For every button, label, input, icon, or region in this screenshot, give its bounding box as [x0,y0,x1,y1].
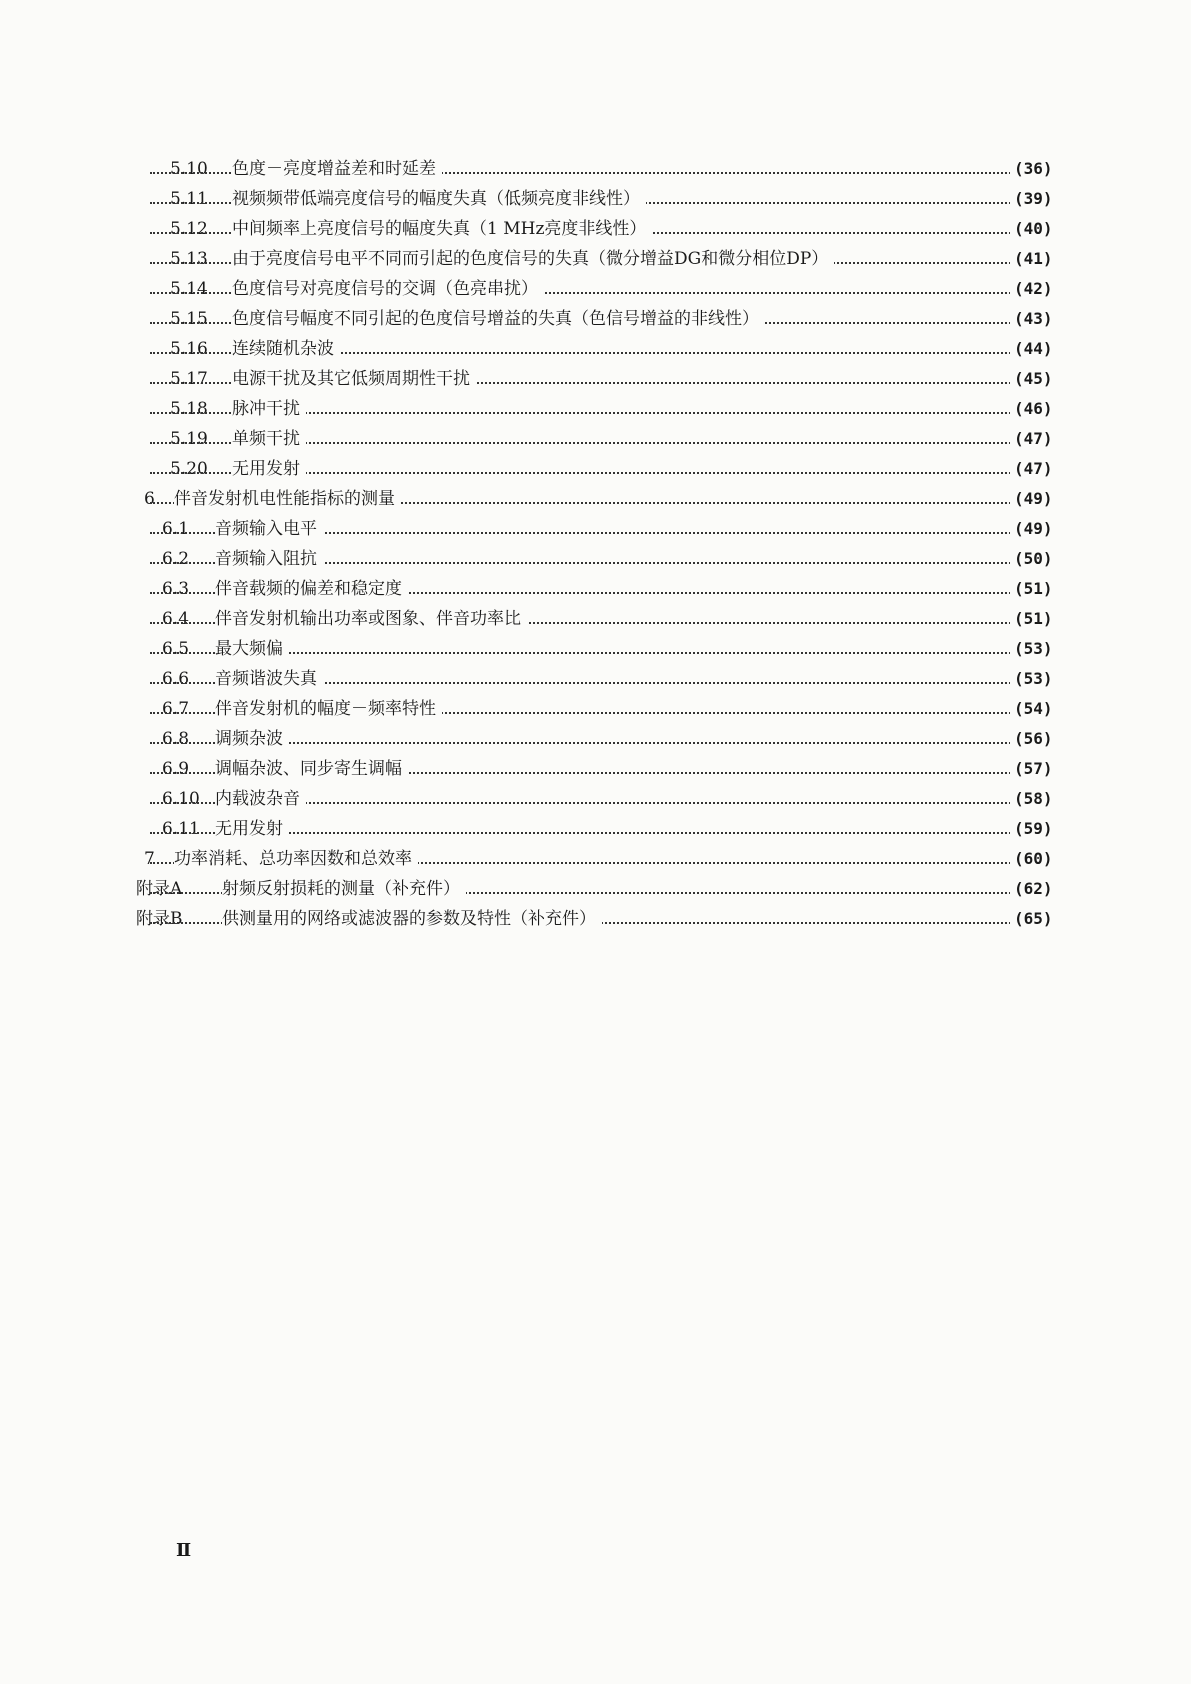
table-of-contents [0,154,1191,934]
toc-entry-page: (58) [1010,784,1066,814]
toc-entry [0,394,1191,424]
toc-entry [0,334,1191,364]
toc-entry-page: (50) [1010,544,1066,574]
toc-entry-number: 6.7 [162,699,190,719]
toc-entry-title: 脉冲干扰 [232,394,306,424]
toc-entry-title: 由于亮度信号电平不同而引起的色度信号的失真（微分增益DG和微分相位DP） [232,244,834,274]
toc-entry-number: 5.15 [170,309,208,329]
toc-entry-page: (51) [1010,604,1066,634]
toc-entry-number: 6 [144,489,155,509]
toc-entry-number: 7 [144,849,155,869]
toc-entry-title: 连续随机杂波 [232,334,340,364]
toc-entry-number: 5.13 [170,249,208,269]
toc-entry-title: 伴音发射机的幅度－频率特性 [215,694,442,724]
toc-entry-title: 无用发射 [232,454,306,484]
page-number: Ⅱ [176,1540,192,1561]
toc-entry-page: (53) [1010,664,1066,694]
toc-entry-title: 射频反射损耗的测量（补充件） [222,874,466,904]
toc-entry-page: (44) [1010,334,1066,364]
toc-entry-number: 5.16 [170,339,208,359]
toc-entry-title: 色度－亮度增益差和时延差 [232,154,442,184]
toc-entry-title: 单频干扰 [232,424,306,454]
toc-entry [0,874,1191,904]
toc-entry [0,604,1191,634]
toc-entry-page: (43) [1010,304,1066,334]
toc-entry-title: 调幅杂波、同步寄生调幅 [215,754,408,784]
toc-entry-number: 6.9 [162,759,190,779]
toc-entry-page: (54) [1010,694,1066,724]
toc-entry-title: 伴音发射机电性能指标的测量 [174,484,401,514]
toc-entry [0,184,1191,214]
toc-entry [0,214,1191,244]
toc-entry [0,244,1191,274]
toc-entry-page: (56) [1010,724,1066,754]
toc-entry-number: 附录A [136,879,183,899]
toc-entry-number: 6.1 [162,519,190,539]
toc-entry-title: 视频频带低端亮度信号的幅度失真（低频亮度非线性） [232,184,646,214]
toc-entry-title: 最大频偏 [215,634,289,664]
toc-entry-title: 音频输入阻抗 [215,544,323,574]
toc-entry-title: 伴音发射机输出功率或图象、伴音功率比 [215,604,527,634]
toc-entry [0,844,1191,874]
toc-entry-page: (36) [1010,154,1066,184]
toc-entry-title: 电源干扰及其它低频周期性干扰 [232,364,476,394]
toc-entry-page: (46) [1010,394,1066,424]
toc-entry-number: 6.10 [162,789,200,809]
toc-entry-number: 6.4 [162,609,190,629]
toc-entry-page: (47) [1010,424,1066,454]
toc-entry-page: (47) [1010,454,1066,484]
toc-entry [0,664,1191,694]
toc-entry [0,304,1191,334]
toc-entry-title: 内载波杂音 [215,784,306,814]
toc-entry-title: 色度信号幅度不同引起的色度信号增益的失真（色信号增益的非线性） [232,304,765,334]
toc-entry-number: 6.2 [162,549,190,569]
toc-entry [0,784,1191,814]
toc-entry-number: 5.10 [170,159,208,179]
toc-entry-page: (51) [1010,574,1066,604]
toc-entry-page: (53) [1010,634,1066,664]
toc-entry-number: 5.14 [170,279,208,299]
toc-entry [0,814,1191,844]
toc-entry-page: (45) [1010,364,1066,394]
toc-entry-title: 伴音载频的偏差和稳定度 [215,574,408,604]
toc-entry [0,364,1191,394]
toc-entry-page: (49) [1010,514,1066,544]
toc-entry-page: (65) [1010,904,1066,934]
toc-entry-page: (41) [1010,244,1066,274]
toc-entry-page: (42) [1010,274,1066,304]
toc-entry [0,454,1191,484]
toc-entry-title: 色度信号对亮度信号的交调（色亮串扰） [232,274,544,304]
toc-entry [0,904,1191,934]
toc-entry [0,514,1191,544]
toc-entry-number: 附录B [136,909,183,929]
toc-entry-number: 6.3 [162,579,190,599]
toc-entry-page: (49) [1010,484,1066,514]
toc-entry [0,484,1191,514]
toc-entry-number: 5.12 [170,219,208,239]
toc-entry-number: 5.11 [170,189,208,209]
toc-entry-page: (57) [1010,754,1066,784]
toc-entry [0,544,1191,574]
toc-entry-number: 5.17 [170,369,208,389]
toc-entry [0,274,1191,304]
toc-entry-title: 音频谐波失真 [215,664,323,694]
toc-entry [0,424,1191,454]
toc-entry-page: (40) [1010,214,1066,244]
toc-entry [0,154,1191,184]
toc-entry-number: 5.18 [170,399,208,419]
toc-entry-title: 音频输入电平 [215,514,323,544]
toc-entry-number: 5.19 [170,429,208,449]
toc-entry-page: (62) [1010,874,1066,904]
toc-entry-title: 中间频率上亮度信号的幅度失真（1 MHz亮度非线性） [232,214,652,244]
toc-entry-number: 6.5 [162,639,190,659]
toc-entry [0,574,1191,604]
toc-entry-number: 5.20 [170,459,208,479]
toc-entry-number: 6.8 [162,729,190,749]
toc-entry-number: 6.6 [162,669,190,689]
toc-entry [0,694,1191,724]
toc-entry-title: 调频杂波 [215,724,289,754]
toc-entry-title: 供测量用的网络或滤波器的参数及特性（补充件） [222,904,602,934]
toc-entry-page: (39) [1010,184,1066,214]
toc-entry-title: 无用发射 [215,814,289,844]
toc-entry-number: 6.11 [162,819,200,839]
toc-entry-title: 功率消耗、总功率因数和总效率 [174,844,418,874]
toc-entry-page: (59) [1010,814,1066,844]
toc-entry-page: (60) [1010,844,1066,874]
toc-entry [0,754,1191,784]
toc-entry [0,634,1191,664]
toc-entry [0,724,1191,754]
